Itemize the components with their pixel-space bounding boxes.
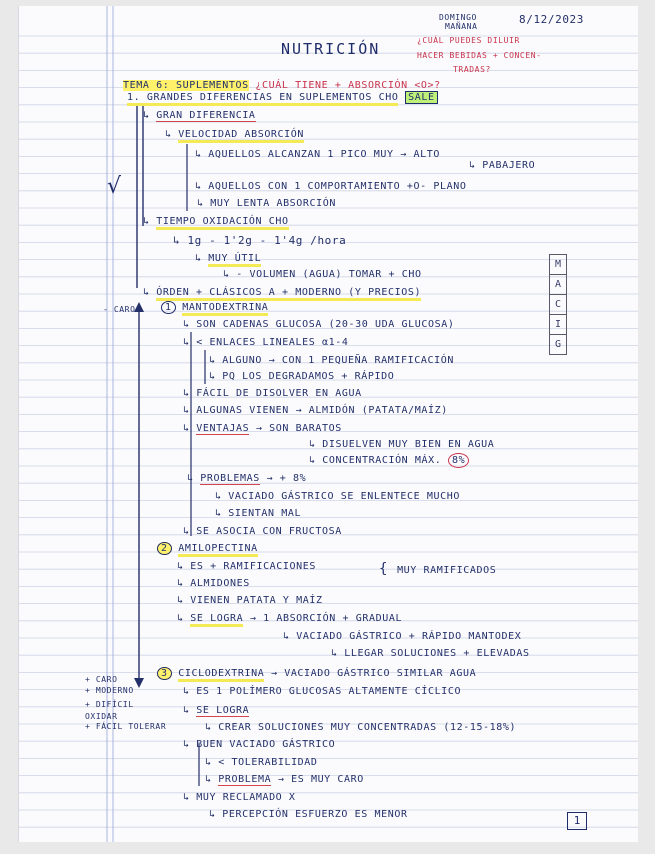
sale-box: SALE <box>405 91 437 104</box>
note-tiempo-oxidacion: TIEMPO OXIDACIÓN CHO <box>156 216 288 230</box>
note-buen-vaciado: ↳ BUEN VACIADO GÁSTRICO <box>183 739 336 750</box>
note-disuelven: ↳ DISUELVEN MUY BIEN EN AGUA <box>309 439 495 450</box>
note-concentracion: ↳ CONCENTRACIÓN MÁX. <box>309 455 442 466</box>
side-note-4: + FÁCIL TOLERAR <box>85 722 167 731</box>
note-mas-8: → + 8% <box>266 473 307 484</box>
date: 8/12/2023 <box>519 13 585 26</box>
note-muy-caro: → ES MUY CARO <box>277 774 364 785</box>
note-reclamado: ↳ MUY RECLAMADO X <box>183 792 296 803</box>
side-note-1: + CARO <box>85 675 118 684</box>
note-enlaces: ↳ < ENLACES LINEALES α1-4 <box>183 337 349 348</box>
side-caro: - CARO <box>103 305 136 314</box>
heading-se-logra-3: SE LOGRA <box>196 705 250 716</box>
side-question-2: HACER BEBIDAS + CONCEN- <box>417 51 542 60</box>
side-note-3: + DIFÍCIL OXIDAR <box>85 700 134 721</box>
page-title: NUTRICIÓN <box>281 40 381 58</box>
note-tolerabilidad: ↳ < TOLERABILIDAD <box>205 757 318 768</box>
circled-8-percent: 8% <box>448 453 469 468</box>
macig-letter: M <box>549 254 567 275</box>
note-volumen: ↳ - VOLUMEN (AGUA) TOMAR + CHO <box>223 269 422 280</box>
author-line-1: DOMINGO <box>439 13 477 22</box>
heading-amilopectina: AMILOPECTINA <box>178 543 257 557</box>
side-question-3: TRADAS? <box>453 65 491 74</box>
note-absorcion-gradual: → 1 ABSORCIÓN + GRADUAL <box>249 613 403 624</box>
check-mark-icon: √ <box>107 174 122 199</box>
note-gran-diferencia: GRAN DIFERENCIA <box>156 110 256 121</box>
macig-letter: A <box>549 275 567 295</box>
note-soluciones-elevadas: ↳ LLEGAR SOLUCIONES + ELEVADAS <box>331 648 530 659</box>
macig-letter: G <box>549 335 567 355</box>
heading-ciclodextrina: CICLODEXTRINA <box>178 668 264 682</box>
note-baratos: → SON BARATOS <box>255 423 342 434</box>
macig-letter: C <box>549 295 567 315</box>
note-pabajero: ↳ PABAJERO <box>469 160 536 171</box>
heading-problemas: PROBLEMAS <box>200 473 260 484</box>
heading-mantodextrina: MANTODEXTRINA <box>182 302 268 316</box>
side-question-1: ¿CUÁL PUEDES DILUIR <box>417 36 520 45</box>
note-muy-util: MUY ÚTIL <box>208 253 261 267</box>
heading-ventajas: VENTAJAS <box>196 423 250 434</box>
note-polimero: ↳ ES 1 POLÍMERO GLUCOSAS ALTAMENTE CÍCLICO <box>183 686 462 697</box>
note-soluciones-concentradas: ↳ CREAR SOLUCIONES MUY CONCENTRADAS (12-15-18%) <box>205 722 517 733</box>
topic-question: ¿CUÁL TIENE + ABSORCIÓN <O>? <box>255 80 441 91</box>
note-sientan-mal: ↳ SIENTAN MAL <box>215 508 302 519</box>
note-cadenas: ↳ SON CADENAS GLUCOSA (20-30 UDA GLUCOSA) <box>183 319 455 330</box>
note-fructosa: ↳ SE ASOCIA CON FRUCTOSA <box>183 526 342 537</box>
note-pico-alto: AQUELLOS ALCANZAN 1 PICO MUY → ALTO <box>208 149 440 160</box>
note-vaciado-lento: ↳ VACIADO GÁSTRICO SE ENLENTECE MUCHO <box>215 491 460 502</box>
heading-se-logra-2: SE LOGRA <box>190 613 243 627</box>
number-2: 2 <box>157 542 172 555</box>
note-almidones: ↳ ALMIDONES <box>177 578 250 589</box>
author-line-2: MAÑANA <box>445 22 478 31</box>
note-almidon: ↳ ALGUNAS VIENEN → ALMIDÓN (PATATA/MAÍZ) <box>183 405 448 416</box>
note-lenta: ↳ MUY LENTA ABSORCIÓN <box>197 198 337 209</box>
note-degradamos: ↳ PQ LOS DEGRADAMOS + RÁPIDO <box>209 371 395 382</box>
page-number: 1 <box>567 812 587 830</box>
heading-problema: PROBLEMA <box>218 774 272 785</box>
macig-column <box>549 254 565 354</box>
note-percepcion: ↳ PERCEPCIÓN ESFUERZO ES MENOR <box>209 809 408 820</box>
note-vaciado-rapido: ↳ VACIADO GÁSTRICO + RÁPIDO MANTODEX <box>283 631 522 642</box>
note-disolver: ↳ FÁCIL DE DISOLVER EN AGUA <box>183 388 362 399</box>
topic-heading: TEMA 6: SUPLEMENTOS <box>123 80 249 91</box>
note-gramos-hora: 1g - 1'2g - 1'4g /hora <box>187 234 347 247</box>
note-velocidad: VELOCIDAD ABSORCIÓN <box>178 129 304 143</box>
note-muy-ramificados: MUY RAMIFICADOS <box>397 565 497 576</box>
section-1-heading: 1. GRANDES DIFERENCIAS EN SUPLEMENTOS CHO <box>127 92 398 106</box>
note-patata-maiz: ↳ VIENEN PATATA Y MAÍZ <box>177 595 323 606</box>
note-plano: AQUELLOS CON 1 COMPORTAMIENTO +O- PLANO <box>208 181 467 192</box>
side-note-2: + MODERNO <box>85 686 134 695</box>
macig-letter: I <box>549 315 567 335</box>
number-3: 3 <box>157 667 172 680</box>
note-vaciado-agua: → VACIADO GÁSTRICO SIMILAR AGUA <box>270 668 477 679</box>
note-ramificaciones: ↳ ES + RAMIFICACIONES <box>177 561 317 572</box>
note-ramificacion: ↳ ALGUNO → CON 1 PEQUEÑA RAMIFICACIÓN <box>209 355 454 366</box>
notebook-page: DOMINGO MAÑANA 8/12/2023 NUTRICIÓN ¿CUÁL PUEDES DILUIR HACER BEBIDAS + CONCEN- TRADAS? TEMA 6: SUPLEMENTOS ¿CUÁL TIENE + ABSORCIÓN <O>? 1. GRANDES DIFERENCIAS EN SUPLEMENTOS CHO SALE ↳ GRAN DIFERENCIA ↳ VELOCIDAD ABSORCIÓN ↳ AQUELLOS ALCANZAN 1 PICO MUY → ALTO ↳ PABAJERO ↳ AQUELLOS CON 1 COMPORTAMIENTO +O- PLANO ↳ MUY LENTA ABSORCIÓN ↳ TIEMPO OXIDACIÓN CHO ↳ 1g - 1'2g - 1'4g /hora ↳ MUY ÚTIL ↳ - VOLUMEN (AGUA) TOMAR + CHO ↳ ÓRDEN + CLÁSICOS A + MODERNO (Y PRECIOS) - CARO 1 MANTODEXTRINA ↳ SON CADENAS GLUCOSA (20-30 UDA GLUCOSA) ↳ < ENLACES LINEALES α1-4 ↳ ALGUNO → CON 1 PEQUEÑA RAMIFICACIÓN ↳ PQ LOS DEGRADAMOS + RÁPIDO ↳ FÁCIL DE DISOLVER EN AGUA ↳ ALGUNAS VIENEN → ALMIDÓN (PATATA/MAÍZ) ↳ VENTAJAS → SON BARATOS ↳ DISUELVEN MUY BIEN EN AGUA ↳ CONCENTRACIÓN MÁX. 8% ↳ PROBLEMAS → + 8% ↳ VACIADO GÁSTRICO SE ENLENTECE MUCHO ↳ SIENTAN MAL ↳ SE ASOCIA CON FRUCTOSA 2 AMILOPECTINA ↳ ES + RAMIFICACIONES { MUY RAMIFICADOS ↳ ALMIDONES ↳ VIENEN PATATA Y MAÍZ ↳ SE LOGRA → 1 ABSORCIÓN + GRADUAL ↳ VACIADO GÁSTRICO + RÁPIDO MANTODEX ↳ LLEGAR SOLUCIONES + ELEVADAS + CARO + MODERNO + DIFÍCIL OXIDAR + FÁCIL TOLERAR 3 CICLODEXTRINA → VACIADO GÁSTRICO SIMILAR AGUA ↳ ES 1 POLÍMERO GLUCOSAS ALTAMENTE CÍCLICO ↳ SE LOGRA ↳ CREAR SOLUCIONES MUY CONCENTRADAS (12-15-18%) ↳ BUEN VACIADO GÁSTRICO ↳ < TOLERABILIDAD ↳ PROBLEMA → ES MUY CARO ↳ MUY RECLAMADO X ↳ PERCEPCIÓN ESFUERZO ES MENOR M A C I G 1 √ <box>18 6 638 842</box>
arrow-head-icon <box>134 302 144 312</box>
note-orden: ÓRDEN + CLÁSICOS A + MODERNO (Y PRECIOS) <box>156 287 421 301</box>
arrow-head-icon <box>134 678 144 688</box>
